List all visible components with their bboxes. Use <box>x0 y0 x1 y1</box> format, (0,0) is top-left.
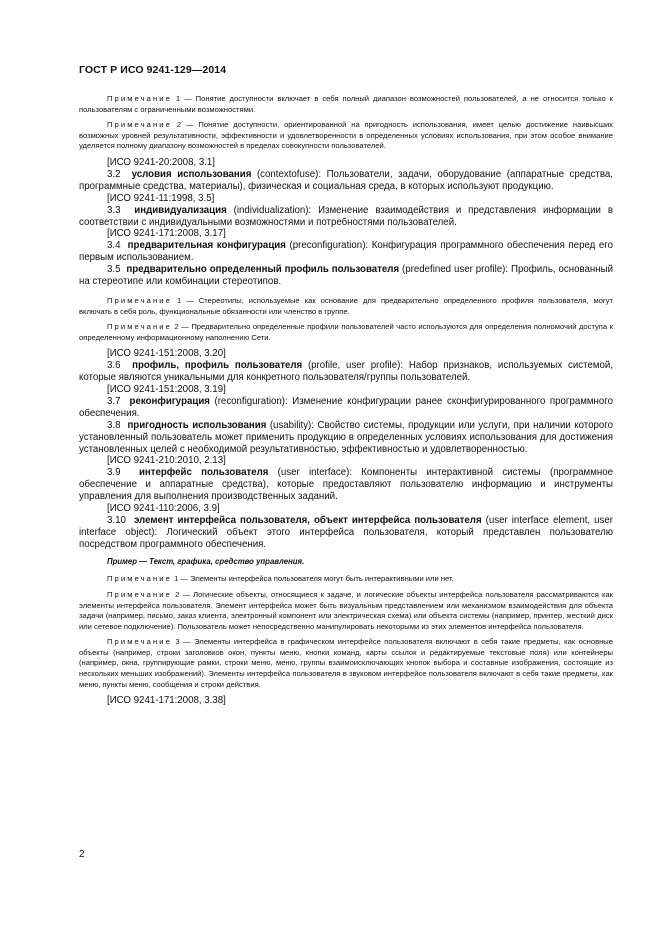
term-text: (preconfiguration): Конфигурация программного обеспечения перед его первым использованием. <box>79 240 613 264</box>
note-label: Примечание <box>107 637 172 647</box>
term-number: 3.6 <box>107 360 121 372</box>
term-text: (individualization): Изменение взаимодействия и представления информации в соответствии с индивидуальными возможностями и потребностями пользователей. <box>79 204 614 228</box>
term-definition <box>79 240 613 264</box>
note-text: 2 — Логические объекты, относящиеся к задаче, и логические объекты интерфейса пользователя рассматриваются как элементы интерфейса пользователя. Элемент интерфейса может быть визуальным представлением или механизмом взаимодействия для объекта задачи (например, письмо, заказ клиента, электронный компонент или электрическая схема) или объекта системы (например, принтер, жесткий диск или сетевое подключение). Пользователь может непосредственно манипулировать некоторыми из этих элементов интерфейса пользователя. <box>79 589 613 631</box>
note-label: Примечание <box>107 295 172 305</box>
note <box>79 94 613 115</box>
note-text: 1 — Стереотипы, используемые как основание для предварительно определенного профиля пользователя, могут включать в себя роль, функциональные обязанности или членство в группе. <box>79 295 613 316</box>
term-name: индивидуализация <box>134 204 227 216</box>
term-number: 3.10 <box>107 515 126 526</box>
reference: [ИСО 9241-151:2008, 3.19] <box>107 384 226 396</box>
term-number: 3.2 <box>107 168 121 180</box>
example: Пример — Текст, графика, средство управления. <box>107 556 305 566</box>
note-label: Примечание <box>107 322 172 332</box>
reference: [ИСО 9241-210:2010, 2.13] <box>107 455 226 467</box>
term-definition <box>79 515 613 551</box>
document-body <box>79 94 613 707</box>
term-name: интерфейс пользователя <box>138 467 269 479</box>
term-number: 3.7 <box>107 395 121 407</box>
note <box>79 322 613 343</box>
term-text: (reconfiguration): Изменение конфигурации ранее сконфигурированного программного обеспечения. <box>79 395 613 419</box>
term-number: 3.8 <box>107 419 121 431</box>
page-number: 2 <box>79 849 85 860</box>
note-label: Примечание <box>107 589 172 599</box>
term-number: 3.9 <box>107 467 121 479</box>
term-definition <box>79 360 613 384</box>
note <box>79 590 613 632</box>
note <box>79 574 613 585</box>
term-text: (user interface element, user interface object): Логический объект этого интерфейса пользователя, который представлен пользователю посредством программного обеспечения. <box>79 515 613 550</box>
term-name: предварительно определенный профиль пользователя <box>126 264 400 276</box>
note <box>79 637 613 690</box>
term-definition <box>79 205 613 229</box>
note-text: 1 — Понятие доступности включает в себя полный диапазон возможностей пользователей, а не относится только к пользователям с ограниченными возможностями. <box>79 94 613 114</box>
note-text: 1 — Элементы интерфейса пользователя могут быть интерактивными или нет. <box>174 574 454 584</box>
reference: [ИСО 9241-11:1998, 3.5] <box>107 192 215 204</box>
term-number: 3.5 <box>107 264 121 276</box>
term-definition <box>79 396 613 420</box>
note-label: Примечание <box>107 574 172 584</box>
reference: [ИСО 9241-20:2008, 3.1] <box>107 156 216 168</box>
term-name: профиль, профиль пользователя <box>132 360 303 372</box>
term-name: предварительная конфигурация <box>127 240 286 252</box>
term-definition <box>79 420 613 456</box>
note-label: Примечание <box>107 94 172 103</box>
note-text: 3 — Элементы интерфейса в графическом интерфейсе пользователя включают в себя такие предметы, как основные объекты (например, строки заголовков окон, пункты меню, кнопки команд, карты ссылок и редактируемые текстовые поля) или контейнеры (например, окна, группирующие рамки, строки меню, меню, группы взаимоисключающих кнопок выбора и составные изображения, состоящие из нескольких меньших изображений). Элементы интерфейса пользователя в звуковом интерфейсе пользователя включают в себя такие предметы, как меню, пункты меню, сообщения и строки действия. <box>79 637 613 689</box>
note-label: Примечание <box>107 120 172 130</box>
note-text: 2 — Предварительно определенные профили пользователей часто используются для определения полномочий доступа к определенному информационному наполнению Сети. <box>79 322 613 342</box>
term-definition <box>79 467 613 503</box>
term-text: (usability): Свойство системы, продукции или услуги, при наличии которого установленный пользователь может применить продукцию в определенных условиях использования для достижения установленных целей с необходимой результативностью, эффективностью и удовлетворенностью. <box>79 419 613 455</box>
term-text: (contextofuse): Пользователи, задачи, оборудование (аппаратные средства, программные средства, материалы), физическая и социальная среда, в которых используют продукцию. <box>79 168 613 192</box>
term-name: пригодность использования <box>127 419 267 431</box>
term-text: (user interface): Компоненты интерактивной системы (программное обеспечение и аппаратные средства), которые предоставляют пользователю информацию и инструменты управления для выполнения производственных заданий. <box>79 467 613 503</box>
document-header: ГОСТ Р ИСО 9241-129—2014 <box>79 64 227 76</box>
term-number: 3.3 <box>107 204 121 216</box>
term-definition <box>79 169 613 193</box>
term-name: элемент интерфейса пользователя, объект интерфейса пользователя <box>133 515 482 526</box>
reference: [ИСО 9241-171:2008, 3.38] <box>107 695 226 707</box>
term-text: (predefined user profile): Профиль, основанный на стереотипе или комбинации стереотипов. <box>79 264 613 288</box>
term-definition <box>79 264 613 288</box>
term-name: реконфигурация <box>129 395 210 407</box>
term-number: 3.4 <box>107 240 121 252</box>
note <box>79 296 613 317</box>
reference: [ИСО 9241-110:2006, 3.9] <box>107 503 220 515</box>
note-text: 2 — Понятие доступности, ориентированной на пригодность использования, имеет целью достижение наивысших возможных уровней результативности, эффективности и удовлетворенности в определенных условиях использования, при этом особое внимание уделяется полному диапазону возможностей в пределах совокупности пользователей. <box>79 120 613 151</box>
reference: [ИСО 9241-151:2008, 3.20] <box>107 348 226 360</box>
term-name: условия использования <box>131 168 252 180</box>
note <box>79 120 613 152</box>
reference: [ИСО 9241-171:2008, 3.17] <box>107 228 226 240</box>
term-text: (profile, user profile): Набор признаков, используемых системой, которые являются уникальными для конкретного пользователя/группы пользователей. <box>79 360 614 384</box>
